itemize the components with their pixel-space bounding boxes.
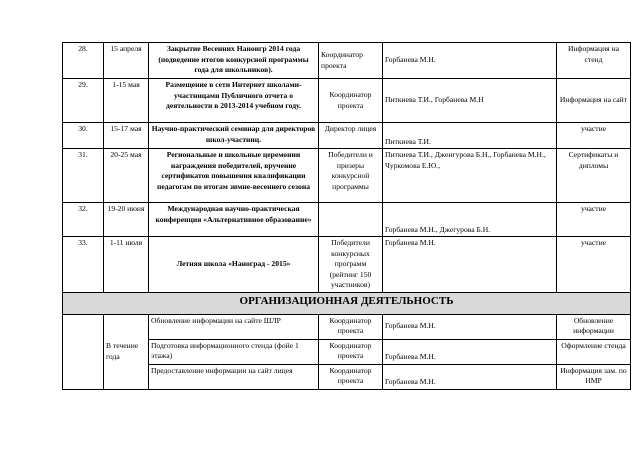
row-participants: Координатор проекта	[319, 339, 383, 364]
table-row	[63, 79, 631, 123]
row-responsible: Горбанева М.Н.	[383, 314, 557, 339]
row-responsible: Горбанева М.Н., Джегурова Б.Н.	[383, 203, 557, 237]
table-row	[63, 123, 631, 149]
row-result: Обновление информации	[557, 314, 631, 339]
row-result: участие	[557, 203, 631, 237]
row-responsible: Питкиева Т.И.	[383, 123, 557, 149]
row-participants: Победители конкурсных программ (рейтинг 150 участников)	[319, 237, 383, 293]
row-event: Закрытие Весенних Наноигр 2014 года (подведение итогов конкурсной программы года для школьников).	[149, 43, 319, 79]
row-participants: Координатор проекта	[319, 79, 383, 123]
row-event: Подготовка информационного стенда (фойе 1 этажа)	[149, 339, 319, 364]
row-participants: Координатор проекта	[319, 314, 383, 339]
row-participants: Координатор проекта	[319, 43, 383, 79]
row-responsible: Горбанева М.Н.	[383, 339, 557, 364]
table-row	[63, 237, 631, 293]
table-row	[63, 314, 631, 339]
row-date: 20-25 мая	[104, 149, 149, 203]
table-row	[63, 364, 631, 389]
table-row	[63, 149, 631, 203]
row-responsible: Питкиева Т.И., Горбанева М.Н	[383, 79, 557, 123]
row-number: 31.	[63, 149, 104, 203]
row-result: участие	[557, 237, 631, 293]
row-result: Оформление стенда	[557, 339, 631, 364]
row-result: участие	[557, 123, 631, 149]
row-date: 1-11 июля	[104, 237, 149, 293]
row-date: 15 апреля	[104, 43, 149, 79]
row-event: Предоставление информации на сайт лицея	[149, 364, 319, 389]
row-result: Сертификаты и дипломы	[557, 149, 631, 203]
row-responsible: Питкиева Т.И., Дженгурова Б.Н., Горбанева М.Н., Чуркомова Е.Ю.,	[383, 149, 557, 203]
row-number: 33.	[63, 237, 104, 293]
row-date: 1-15 мая	[104, 79, 149, 123]
row-responsible: Горбанева М.Н.	[383, 43, 557, 79]
row-event: Обновление информации на сайте ШЛР	[149, 314, 319, 339]
row-responsible: Горбанева М.Н.	[383, 237, 557, 293]
row-number: 30.	[63, 123, 104, 149]
row-date: 19-20 июня	[104, 203, 149, 237]
section-title: ОРГАНИЗАЦИОННАЯ ДЕЯТЕЛЬНОСТЬ	[63, 292, 631, 314]
row-result: Информация на сайт	[557, 79, 631, 123]
row-number: 29.	[63, 79, 104, 123]
row-period: В течение года	[104, 314, 149, 389]
row-event: Размещение в сети Интернет школами-участницами Публичного отчета о деятельности в 2013-2014 учебном году.	[149, 79, 319, 123]
row-participants: Победители и призеры конкурсной программы	[319, 149, 383, 203]
row-result: Информация зам. по НМР	[557, 364, 631, 389]
row-number: 32.	[63, 203, 104, 237]
table-row	[63, 43, 631, 79]
row-number-empty	[63, 314, 104, 389]
plan-table	[62, 42, 631, 390]
row-event: Международная научно-практическая конференция «Альтернативное образование»	[149, 203, 319, 237]
section-header-row	[63, 292, 631, 314]
row-event: Региональные и школьные церемонии награждения победителей, вручение сертификатов повышения квалификации педагогам по итогам зимне-весеннего сезона	[149, 149, 319, 203]
row-participants: Директор лицея	[319, 123, 383, 149]
table-row	[63, 203, 631, 237]
row-result: Информация на стенд	[557, 43, 631, 79]
table-row	[63, 339, 631, 364]
row-event: Научно-практический семинар для директоров школ-участниц.	[149, 123, 319, 149]
row-date: 15-17 мая	[104, 123, 149, 149]
row-participants: Координатор проекта	[319, 364, 383, 389]
row-participants	[319, 203, 383, 237]
row-event: Летняя школа «Наноград - 2015»	[149, 237, 319, 293]
row-responsible: Горбанева М.Н.	[383, 364, 557, 389]
row-number: 28.	[63, 43, 104, 79]
